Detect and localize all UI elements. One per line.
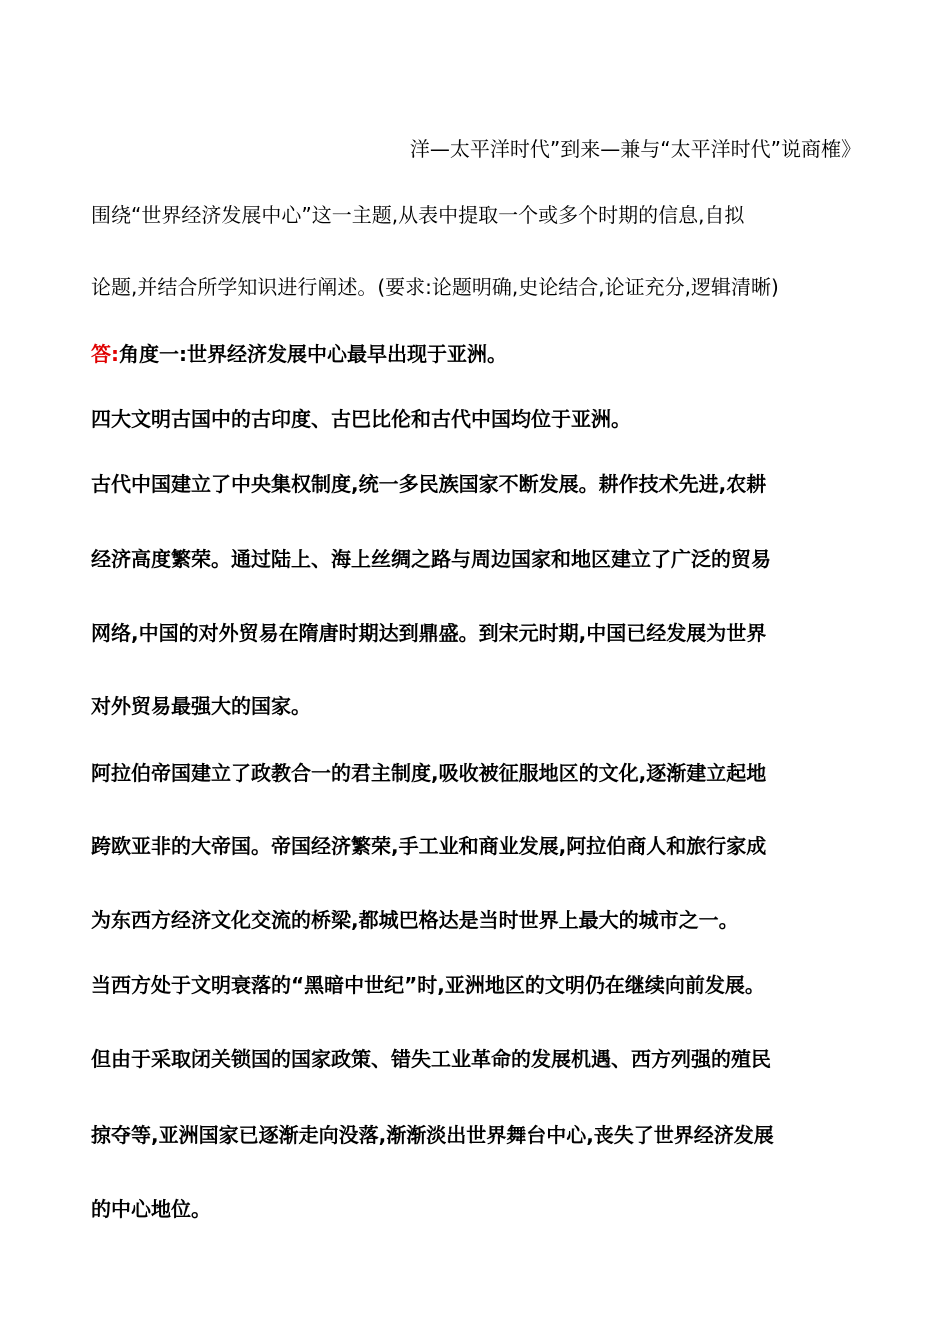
source-citation: 洋—太平洋时代”到来—兼与“太平洋时代”说商榷》 [409, 137, 861, 161]
answer-label: 答: [91, 342, 119, 366]
paragraph-2-line-4: 对外贸易最强大的国家。 [91, 694, 311, 718]
question-line-2: 论题,并结合所学知识进行阐述。(要求:论题明确,史论结合,论证充分,逻辑清晰) [91, 275, 779, 299]
answer-thesis: 角度一:世界经济发展中心最早出现于亚洲。 [119, 342, 507, 366]
paragraph-2-line-3: 网络,中国的对外贸易在隋唐时期达到鼎盛。到宋元时期,中国已经发展为世界 [91, 621, 767, 645]
paragraph-2-line-2: 经济高度繁荣。通过陆上、海上丝绸之路与周边国家和地区建立了广泛的贸易 [91, 547, 771, 571]
paragraph-4-line-2: 但由于采取闭关锁国的国家政策、错失工业革命的发展机遇、西方列强的殖民 [91, 1047, 771, 1071]
paragraph-4-line-1: 当西方处于文明衰落的“黑暗中世纪”时,亚洲地区的文明仍在继续向前发展。 [91, 973, 765, 997]
paragraph-1-line-1: 四大文明古国中的古印度、古巴比伦和古代中国均位于亚洲。 [91, 407, 631, 431]
paragraph-3-line-2: 跨欧亚非的大帝国。帝国经济繁荣,手工业和商业发展,阿拉伯商人和旅行家成 [91, 834, 767, 858]
paragraph-3-line-3: 为东西方经济文化交流的桥梁,都城巴格达是当时世界上最大的城市之一。 [91, 908, 739, 932]
answer-thesis-line [91, 340, 861, 368]
paragraph-4-line-3: 掠夺等,亚洲国家已逐渐走向没落,渐渐淡出世界舞台中心,丧失了世界经济发展 [91, 1123, 774, 1147]
paragraph-4-line-4: 的中心地位。 [91, 1197, 211, 1221]
question-line-1: 围绕“世界经济发展中心”这一主题,从表中提取一个或多个时期的信息,自拟 [91, 203, 745, 227]
paragraph-2-line-1: 古代中国建立了中央集权制度,统一多民族国家不断发展。耕作技术先进,农耕 [91, 472, 767, 496]
paragraph-3-line-1: 阿拉伯帝国建立了政教合一的君主制度,吸收被征服地区的文化,逐渐建立起地 [91, 761, 767, 785]
